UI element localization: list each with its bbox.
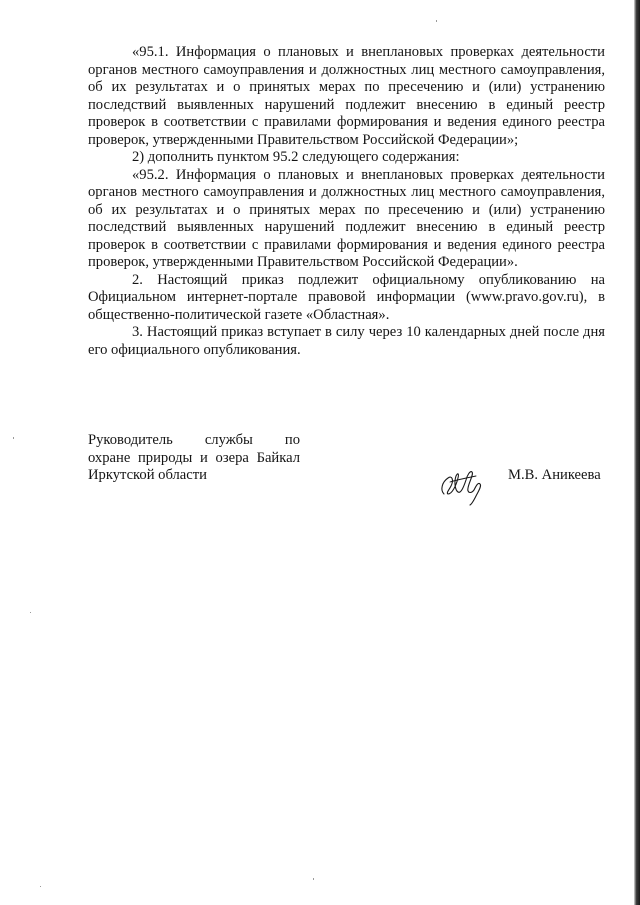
signatory-title-line: охране природы и озера Байкал (88, 449, 300, 466)
signatory-title-line: Руководитель службы по (88, 432, 300, 448)
signatory-title-line: Иркутской области (88, 467, 207, 483)
handwritten-signature (436, 460, 486, 506)
scan-speck (313, 878, 314, 880)
signatory-title (88, 432, 300, 485)
scan-speck (13, 437, 14, 439)
document-body (88, 44, 605, 359)
paragraph-publication: 2. Настоящий приказ подлежит официальному опубликованию на Официальном интернет-портале правовой информации (www.pravo.gov.ru), в общественно-политической газете «Областная». (88, 271, 605, 323)
paragraph-95-1: «95.1. Информация о плановых и внеплановых проверках деятельности органов местного самоуправления и должностных лиц местного самоуправления, об их результатах и о принятых мерах по пресечению и (или) устранению последствий выявленных нарушений подлежит внесению в единый реестр проверок в соответствии с правилами формирования и ведения единого реестра проверок, утвержденными Правительством Российской Федерации»; (88, 44, 605, 148)
signature-block (0, 432, 640, 522)
scan-edge-strip (634, 0, 640, 905)
paragraph-95-2: «95.2. Информация о плановых и внеплановых проверках деятельности органов местного самоуправления и должностных лиц местного самоуправления, об их результатах и о принятых мерах по пресечению и (или) устранению последствий выявленных нарушений подлежит внесению в единый реестр проверок в соответствии с правилами формирования и ведения единого реестра проверок, утвержденными Правительством Российской Федерации». (88, 166, 605, 270)
scan-speck (436, 20, 437, 22)
signatory-name: М.В. Аникеева (508, 467, 601, 483)
scan-speck (30, 612, 31, 613)
paragraph-add-95-2: 2) дополнить пунктом 95.2 следующего содержания: (132, 149, 460, 165)
paragraph-effective-date: 3. Настоящий приказ вступает в силу через 10 календарных дней после дня его официального опубликования. (88, 324, 605, 358)
scan-speck (40, 886, 41, 887)
